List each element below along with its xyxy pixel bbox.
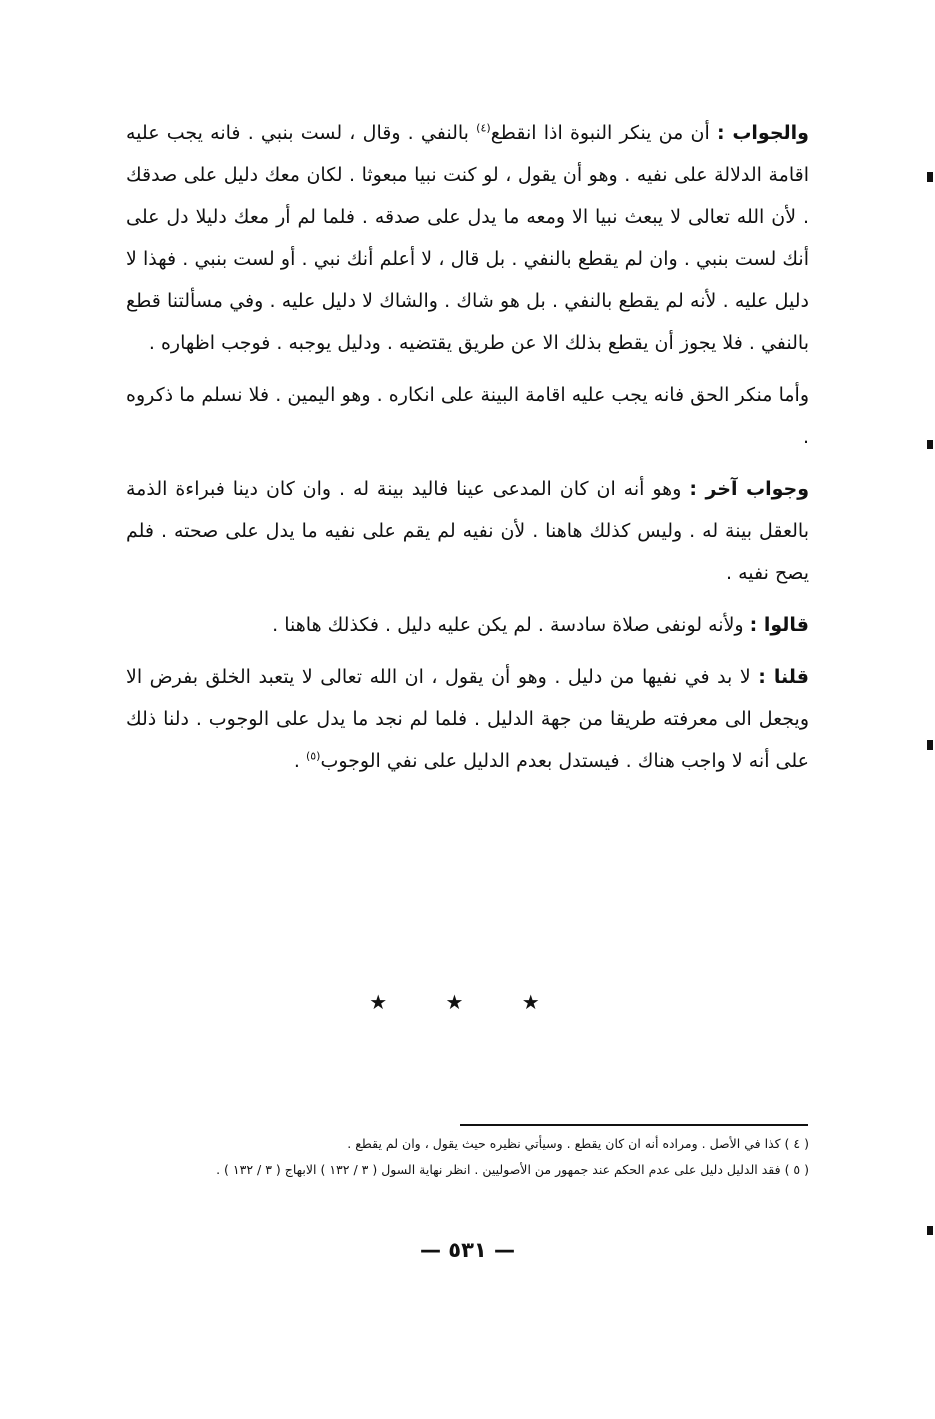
paragraph-lead: وجواب آخر : (689, 478, 809, 500)
paragraph-lead: والجواب : (716, 122, 809, 144)
paragraph-text: . (293, 750, 306, 772)
page-edge-mark (927, 440, 933, 449)
page-edge-mark (927, 172, 933, 182)
paragraph-3 (126, 468, 809, 594)
footnote-5: ( ٥ ) فقد الدليل دليل على عدم الحكم عند جمهور من الأصوليين . انظر نهاية السول ( ٣ / ١٣٢ ) الابهاج ( ٣ / ١٣٢ ) . (216, 1162, 809, 1177)
page-number: — ٥٣١ — (419, 1238, 516, 1262)
page-edge-mark (927, 1226, 933, 1235)
section-separator-stars: ★ ★ ★ (369, 990, 566, 1014)
paragraph-5 (126, 656, 809, 782)
paragraph-text: ولأنه لونفى صلاة سادسة . لم يكن عليه دليل . فكذلك هاهنا . (272, 614, 750, 636)
paragraph-1 (126, 112, 809, 364)
paragraph-4 (126, 604, 809, 646)
footnote-ref-5[interactable]: (٥) (305, 749, 321, 763)
paragraph-text: وأما منكر الحق فانه يجب عليه اقامة البينة على انكاره . وهو اليمين . فلا نسلم ما ذكروه . (126, 384, 809, 448)
paragraph-text: أن من ينكر النبوة اذا انقطع (490, 122, 717, 144)
paragraph-text: بالنفي . وقال ، لست بنبي . فانه يجب عليه اقامة الدلالة على نفيه . وهو أن يقول ، لو كنت نبيا مبعوثا . لكان معك دليل على صدقك . لأن الله تعالى لا يبعث نبيا الا ومعه ما يدل على صدقه . فلما لم أر معك دليلا دل على أنك لست بنبي . وان لم يقطع بالنفي . بل قال ، لا أعلم أنك نبي . أو لست بنبي . فهذا لا دليل عليه . لأنه لم يقطع بالنفي . بل هو شاك . والشاك لا دليل عليه . وفي مسألتنا قطع بالنفي . فلا يجوز أن يقطع بذلك الا عن طريق يقتضيه . ودليل يوجبه . فوجب اظهاره . (126, 122, 809, 354)
paragraph-lead: قلنا : (758, 666, 809, 688)
paragraph-lead: قالوا : (749, 614, 809, 636)
footnote-4: ( ٤ ) كذا في الأصل . ومراده أنه ان كان يقطع . وسيأتي نظيره حيث يقول ، وان لم يقطع . (347, 1136, 809, 1151)
footnote-divider (460, 1124, 808, 1126)
footnote-ref-4[interactable]: (٤) (476, 121, 491, 135)
paragraph-2 (126, 374, 809, 458)
footnotes (126, 1131, 809, 1183)
main-text (126, 112, 809, 792)
paragraph-text: وهو أنه ان كان المدعى عينا فاليد بينة له . وان كان دينا فبراءة الذمة بالعقل بينة له . وليس كذلك هاهنا . لأن نفيه لم يقم على نفيه ما يدل على صحته . فلم يصح نفيه . (126, 478, 809, 584)
page-edge-mark (927, 740, 933, 750)
paragraph-text: لا بد في نفيها من دليل . وهو أن يقول ، ان الله تعالى لا يتعبد الخلق بفرض الا ويجعل الى معرفته طريقا من جهة الدليل . فلما لم نجد ما يدل على الوجوب . دلنا ذلك على أنه لا واجب هناك . فيستدل بعدم الدليل على نفي الوجوب (126, 666, 809, 772)
